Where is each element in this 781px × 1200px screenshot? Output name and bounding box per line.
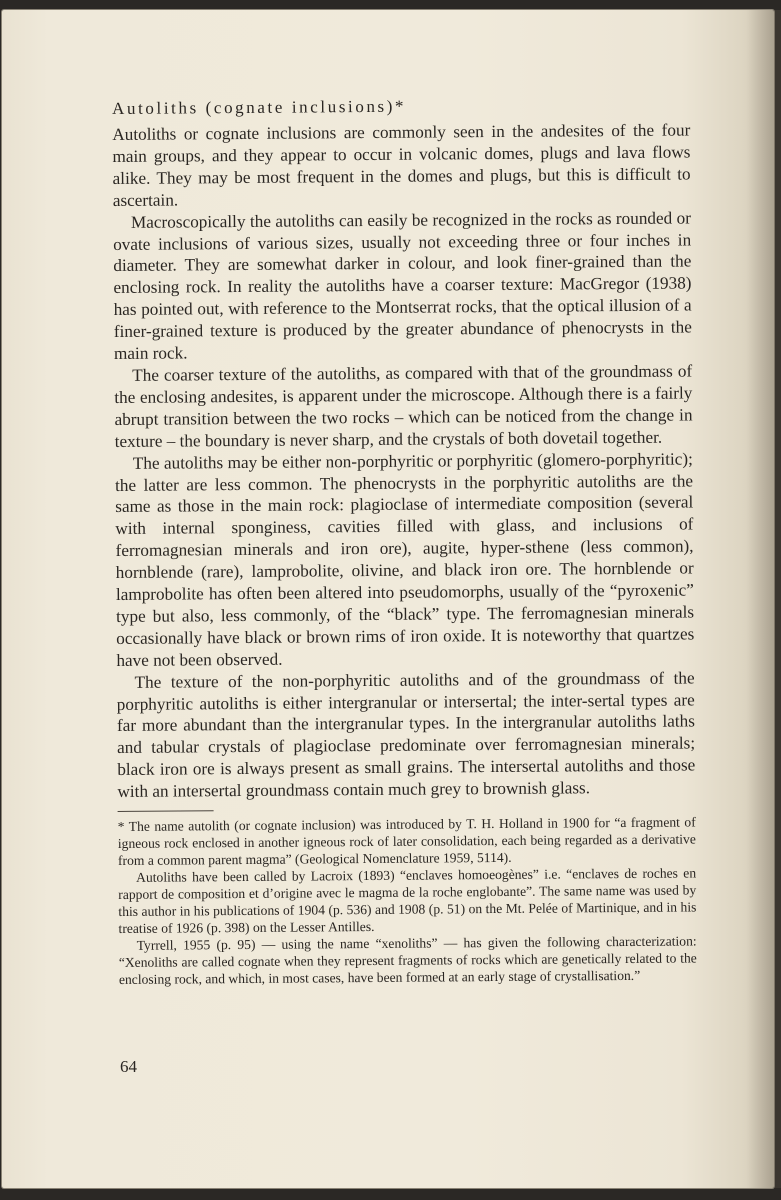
paragraph: Macroscopically the autoliths can easily be recognized in the rocks as rounded or ovate inclusions of various sizes, usually not exceeding three or four inches in diameter. They are somewhat darker in colour, and look finer-grained than the enclosing rock. In reality the autoliths have a coarser texture: MacGregor (1938) has pointed out, with reference to the Montserrat rocks, that the optical illusion of a finer-grained texture is produced by the greater abundance of phenocrysts in the main rock.	[113, 208, 692, 364]
body-text	[112, 119, 695, 803]
paragraph: The texture of the non-porphyritic autoliths and of the groundmass of the porphyritic autoliths is either intergranular or intersertal; the inter-sertal types are far more abundant than the intergranular types. In the intergranular autoliths laths and tabular crystals of plagioclase predominate over ferromagnesian minerals; black iron ore is always present as small grains. The intersertal autoliths and those with an intersertal groundmass contain much grey to brownish glass.	[116, 668, 696, 802]
paragraph: Autoliths or cognate inclusions are commonly seen in the andesites of the four main groups, and they appear to occur in volcanic domes, plugs and lava flows alike. They may be most frequent in the domes and plugs, but this is difficult to ascertain.	[112, 120, 691, 210]
section-heading: Autoliths (cognate inclusions)*	[112, 96, 407, 118]
footnote: * The name autolith (or cognate inclusion) was introduced by T. H. Holland in 1900 for “a fragment of igneous rock enclosed in another igneous rock of later consolidation, each being regarded as a derivative from a common parent magma” (Geological Nomenclature 1959, 5114).	[117, 814, 696, 869]
footnote: Autoliths have been called by Lacroix (1893) “enclaves homoeogènes” i.e. “enclaves de roches en rapport de composition et d’origine avec le magma de la roche englobante”. The same name was used by this author in his publications of 1904 (p. 536) and 1908 (p. 51) on the Mt. Pelée of Martinique, and in his treatise of 1926 (p. 398) on the Lesser Antilles.	[118, 865, 697, 937]
footnote-rule	[118, 810, 214, 812]
footnote: Tyrrell, 1955 (p. 95) — using the name “xenoliths” — has given the following characterization: “Xenoliths are called cognate when they represent fragments of rocks which are genetically related to the enclosing rock, and which, in most cases, have been formed at an early stage of crystallisation.”	[118, 933, 697, 988]
paragraph: The autoliths may be either non-porphyritic or porphyritic (glomero-porphyritic); the latter are less common. The phenocrysts in the porphyritic autoliths are the same as those in the main rock: plagioclase of intermediate composition (several with internal sponginess, cavities filled with glass, and inclusions of ferromagnesian minerals and iron ore), augite, hyper-sthene (less common), hornblende (rare), lamprobolite, olivine, and black iron ore. The hornblende or lamprobolite has often been altered into pseudomorphs, usually of the “pyroxenic” type but also, less commonly, of the “black” type. The ferromagnesian minerals occasionally have black or brown rims of iron oxide. It is noteworthy that quartzes have not been observed.	[114, 449, 695, 670]
paragraph: The coarser texture of the autoliths, as compared with that of the groundmass of the enclosing andesites, is apparent under the microscope. Although there is a fairly abrupt transition between the two rocks – which can be noticed from the change in texture – the boundary is never sharp, and the crystals of both dovetail together.	[114, 361, 693, 451]
footnotes	[118, 814, 697, 989]
text-block	[112, 93, 697, 988]
page-number: 64	[120, 1057, 137, 1076]
